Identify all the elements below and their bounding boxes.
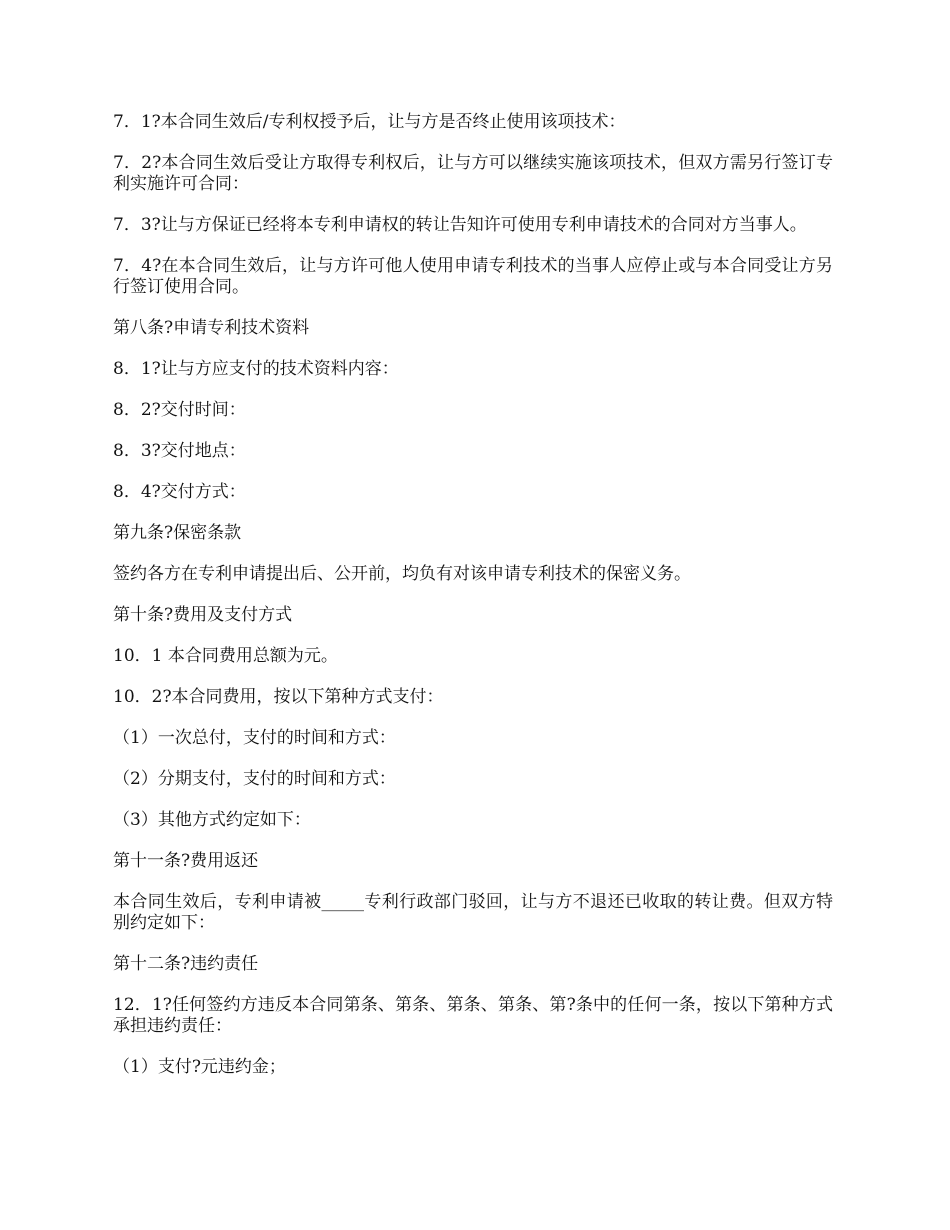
- clause-7-3: 7．3?让与方保证已经将本专利申请权的转让告知许可使用专利申请技术的合同对方当事人。: [113, 215, 807, 235]
- document-body: [113, 112, 833, 1098]
- clause-7-1: 7．1?本合同生效后/专利权授予后，让与方是否终止使用该项技术：: [113, 112, 626, 132]
- clause-10-1: 10．1 本合同费用总额为元。: [113, 646, 338, 666]
- clause-8-4: 8．4?交付方式：: [113, 482, 246, 502]
- clause-10-2: 10．2?本合同费用，按以下第种方式支付：: [113, 687, 444, 707]
- article-10-heading: 第十条?费用及支付方式: [113, 605, 293, 625]
- payment-option-2: （2）分期支付，支付的时间和方式：: [113, 769, 396, 789]
- article-9-heading: 第九条?保密条款: [113, 523, 242, 543]
- article-8-heading: 第八条?申请专利技术资料: [113, 318, 310, 338]
- refund-text: 本合同生效后，专利申请被_____专利行政部门驳回，让与方不退还已收取的转让费。但双方特别约定如下：: [113, 892, 833, 933]
- article-11-heading: 第十一条?费用返还: [113, 851, 259, 871]
- penalty-option-1: （1）支付?元违约金；: [113, 1057, 286, 1077]
- article-12-heading: 第十二条?违约责任: [113, 954, 259, 974]
- confidentiality-text: 签约各方在专利申请提出后、公开前，均负有对该申请专利技术的保密义务。: [113, 564, 691, 584]
- clause-8-2: 8．2?交付时间：: [113, 400, 246, 420]
- payment-option-3: （3）其他方式约定如下：: [113, 810, 311, 830]
- payment-option-1: （1）一次总付，支付的时间和方式：: [113, 728, 396, 748]
- clause-8-3: 8．3?交付地点：: [113, 441, 246, 461]
- clause-7-2: 7．2?本合同生效后受让方取得专利权后，让与方可以继续实施该项技术，但双方需另行签订专利实施许可合同：: [113, 153, 833, 194]
- clause-12-1: 12．1?任何签约方违反本合同第条、第条、第条、第条、第?条中的任何一条，按以下第种方式承担违约责任：: [113, 995, 833, 1036]
- clause-8-1: 8．1?让与方应支付的技术资料内容：: [113, 359, 399, 379]
- clause-7-4: 7．4?在本合同生效后，让与方许可他人使用申请专利技术的当事人应停止或与本合同受让方另行签订使用合同。: [113, 256, 833, 297]
